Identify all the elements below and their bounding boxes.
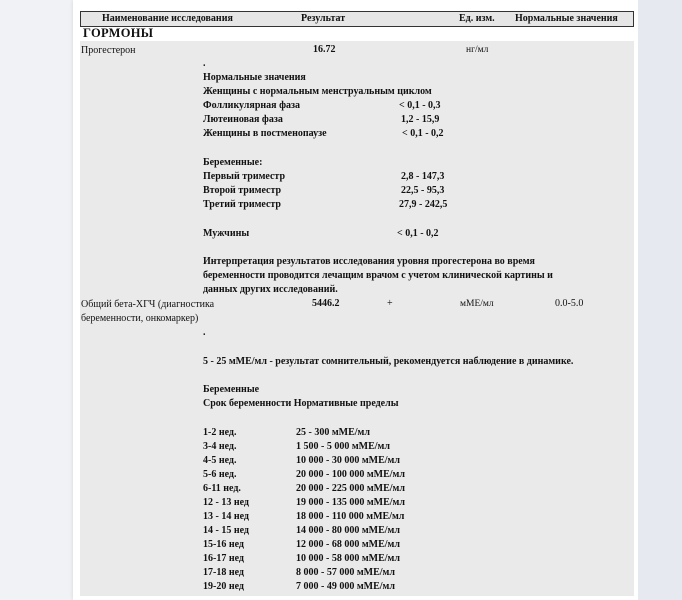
- hcg-table-header: Срок беременности Нормативные пределы: [203, 398, 399, 409]
- unit-progesterone: нг/мл: [466, 45, 489, 55]
- norm-hcg: 0.0-5.0: [555, 298, 584, 309]
- hcg-term: 17-18 нед: [203, 567, 244, 578]
- norm-row-label: Женщины в постменопаузе: [203, 128, 327, 139]
- header-norm: Нормальные значения: [515, 13, 618, 24]
- progesterone-norm-title: Нормальные значения: [203, 72, 306, 83]
- header-unit: Ед. изм.: [459, 13, 495, 24]
- hcg-term: 14 - 15 нед: [203, 525, 249, 536]
- hcg-term: 3-4 нед.: [203, 441, 237, 452]
- hcg-term: 15-16 нед: [203, 539, 244, 550]
- hcg-term: 1-2 нед.: [203, 427, 237, 438]
- norm-row-label: Лютеиновая фаза: [203, 114, 283, 125]
- hcg-range: 18 000 - 110 000 мМЕ/мл: [296, 511, 405, 522]
- interpretation-line: Интерпретация результатов исследования уровня прогестерона во время: [203, 256, 535, 267]
- preg-row-label: Второй триместр: [203, 185, 282, 196]
- hcg-range: 8 000 - 57 000 мМЕ/мл: [296, 567, 395, 578]
- preg-row-value: 22,5 - 95,3: [401, 185, 445, 196]
- preg-row-value: 2,8 - 147,3: [401, 171, 445, 182]
- norm-row-label: Фолликулярная фаза: [203, 100, 301, 111]
- section-title: ГОРМОНЫ: [83, 26, 154, 40]
- test-name-progesterone: Прогестерон: [81, 45, 136, 56]
- interpretation-line: данных других исследований.: [203, 284, 338, 295]
- preg-row-label: Третий триместр: [203, 199, 281, 210]
- hcg-range: 14 000 - 80 000 мМЕ/мл: [296, 525, 400, 536]
- hcg-term: 13 - 14 нед: [203, 511, 249, 522]
- hcg-term: 12 - 13 нед: [203, 497, 249, 508]
- norm-row-value: < 0,1 - 0,3: [399, 100, 441, 111]
- hcg-range: 19 000 - 135 000 мМЕ/мл: [296, 497, 405, 508]
- hcg-range: 10 000 - 58 000 мМЕ/мл: [296, 553, 400, 564]
- progesterone-cycle-title: Женщины с нормальным менструальным циклом: [203, 86, 432, 97]
- viewer-background-left: [0, 0, 73, 600]
- hcg-term: 19-20 нед: [203, 581, 244, 592]
- hcg-term: 4-5 нед.: [203, 455, 237, 466]
- hcg-range: 7 000 - 49 000 мМЕ/мл: [296, 581, 395, 592]
- result-hcg: 5446.2: [312, 298, 340, 309]
- hcg-note: 5 - 25 мМЕ/мл - результат сомнительный, рекомендуется наблюдение в динамике.: [203, 356, 574, 367]
- hcg-range: 12 000 - 68 000 мМЕ/мл: [296, 539, 400, 550]
- table-header: [80, 11, 634, 27]
- interpretation-line: беременности проводится лечащим врачом с учетом клинической картины и: [203, 270, 553, 281]
- men-value: < 0,1 - 0,2: [397, 228, 439, 239]
- progesterone-preg-title: Беременные:: [203, 157, 263, 168]
- test-name-hcg-line1: Общий бета-ХГЧ (диагностика: [81, 299, 215, 310]
- hcg-term: 6-11 нед.: [203, 483, 241, 494]
- hcg-term: 16-17 нед: [203, 553, 244, 564]
- norm-row-value: 1,2 - 15,9: [401, 114, 440, 125]
- unit-hcg: мМЕ/мл: [460, 299, 494, 309]
- abnormal-flag: +: [387, 298, 393, 309]
- hcg-range: 20 000 - 100 000 мМЕ/мл: [296, 469, 405, 480]
- norm-row-value: < 0,1 - 0,2: [402, 128, 444, 139]
- test-name-hcg-line2: беременности, онкомаркер): [81, 313, 199, 324]
- men-label: Мужчины: [203, 228, 250, 239]
- preg-row-value: 27,9 - 242,5: [399, 199, 448, 210]
- hcg-preg-title: Беременные: [203, 384, 260, 395]
- header-result: Результат: [301, 13, 346, 24]
- result-progesterone: 16.72: [313, 44, 336, 55]
- hcg-range: 10 000 - 30 000 мМЕ/мл: [296, 455, 400, 466]
- hcg-range: 1 500 - 5 000 мМЕ/мл: [296, 441, 390, 452]
- viewer-background-right: [638, 0, 682, 600]
- header-name: Наименование исследования: [102, 13, 233, 24]
- hcg-range: 25 - 300 мМЕ/мл: [296, 427, 370, 438]
- hcg-dot: .: [203, 327, 206, 338]
- hcg-range: 20 000 - 225 000 мМЕ/мл: [296, 483, 405, 494]
- progesterone-dot: .: [203, 58, 206, 69]
- hcg-term: 5-6 нед.: [203, 469, 237, 480]
- preg-row-label: Первый триместр: [203, 171, 286, 182]
